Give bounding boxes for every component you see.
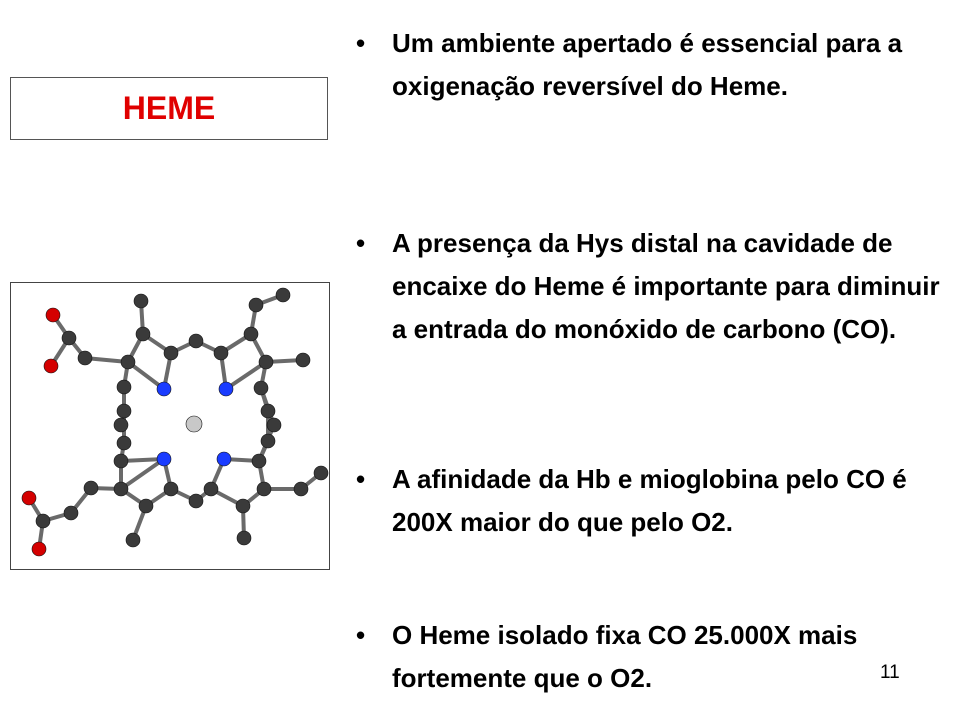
carbon-atom bbox=[164, 482, 178, 496]
carbon-atom bbox=[134, 294, 148, 308]
carbon-atom bbox=[64, 506, 78, 520]
nitrogen-atom bbox=[157, 382, 171, 396]
bullet-text: O Heme isolado fixa CO 25.000X mais fortemente que o O2. bbox=[392, 620, 858, 693]
heme-molecule-figure bbox=[10, 282, 330, 570]
bullet-marker: • bbox=[356, 620, 366, 650]
slide-title-box bbox=[10, 77, 328, 140]
carbon-atom bbox=[114, 454, 128, 468]
bullet-text: Um ambiente apertado é essencial para a oxigenação reversível do Heme. bbox=[392, 28, 903, 101]
carbon-atom bbox=[296, 353, 310, 367]
bullet-marker: • bbox=[356, 28, 366, 58]
carbon-atom bbox=[136, 327, 150, 341]
carbon-atom bbox=[261, 404, 275, 418]
carbon-atom bbox=[117, 436, 131, 450]
heme-molecule-svg bbox=[11, 283, 329, 569]
bullet-item bbox=[352, 614, 952, 700]
carbon-atom bbox=[121, 355, 135, 369]
carbon-atom bbox=[249, 298, 263, 312]
bullet-item bbox=[352, 22, 952, 108]
bullet-text: A presença da Hys distal na cavidade de encaixe do Heme é importante para diminuir a entrada do monóxido de carbono (CO). bbox=[392, 228, 940, 344]
carbon-atom bbox=[114, 418, 128, 432]
carbon-atom bbox=[257, 482, 271, 496]
oxygen-atom bbox=[22, 491, 36, 505]
bullet-marker: • bbox=[356, 464, 366, 494]
carbon-atom bbox=[189, 494, 203, 508]
carbon-atom bbox=[117, 404, 131, 418]
iron-atom bbox=[186, 416, 202, 432]
oxygen-atom bbox=[32, 542, 46, 556]
carbon-atom bbox=[84, 481, 98, 495]
oxygen-atom bbox=[46, 308, 60, 322]
carbon-atom bbox=[236, 499, 250, 513]
slide-title: HEME bbox=[122, 90, 216, 126]
carbon-atom bbox=[62, 331, 76, 345]
carbon-atom bbox=[164, 346, 178, 360]
carbon-atom bbox=[254, 381, 268, 395]
nitrogen-atom bbox=[217, 452, 231, 466]
molecule-atoms bbox=[22, 288, 328, 556]
carbon-atom bbox=[36, 514, 50, 528]
nitrogen-atom bbox=[157, 452, 171, 466]
carbon-atom bbox=[259, 355, 273, 369]
oxygen-atom bbox=[44, 359, 58, 373]
carbon-atom bbox=[244, 327, 258, 341]
bullet-text: A afinidade da Hb e mioglobina pelo CO é 200X maior do que pelo O2. bbox=[392, 464, 907, 537]
carbon-atom bbox=[261, 434, 275, 448]
carbon-atom bbox=[314, 466, 328, 480]
carbon-atom bbox=[214, 346, 228, 360]
carbon-atom bbox=[117, 380, 131, 394]
carbon-atom bbox=[189, 334, 203, 348]
carbon-atom bbox=[114, 482, 128, 496]
carbon-atom bbox=[78, 351, 92, 365]
bullet-item bbox=[352, 458, 952, 544]
bullet-item bbox=[352, 222, 952, 351]
carbon-atom bbox=[204, 482, 218, 496]
bullet-marker: • bbox=[356, 228, 366, 258]
nitrogen-atom bbox=[219, 382, 233, 396]
carbon-atom bbox=[267, 418, 281, 432]
carbon-atom bbox=[294, 482, 308, 496]
carbon-atom bbox=[126, 533, 140, 547]
carbon-atom bbox=[237, 531, 251, 545]
carbon-atom bbox=[139, 499, 153, 513]
carbon-atom bbox=[252, 454, 266, 468]
carbon-atom bbox=[276, 288, 290, 302]
page-number: 11 bbox=[880, 662, 900, 683]
